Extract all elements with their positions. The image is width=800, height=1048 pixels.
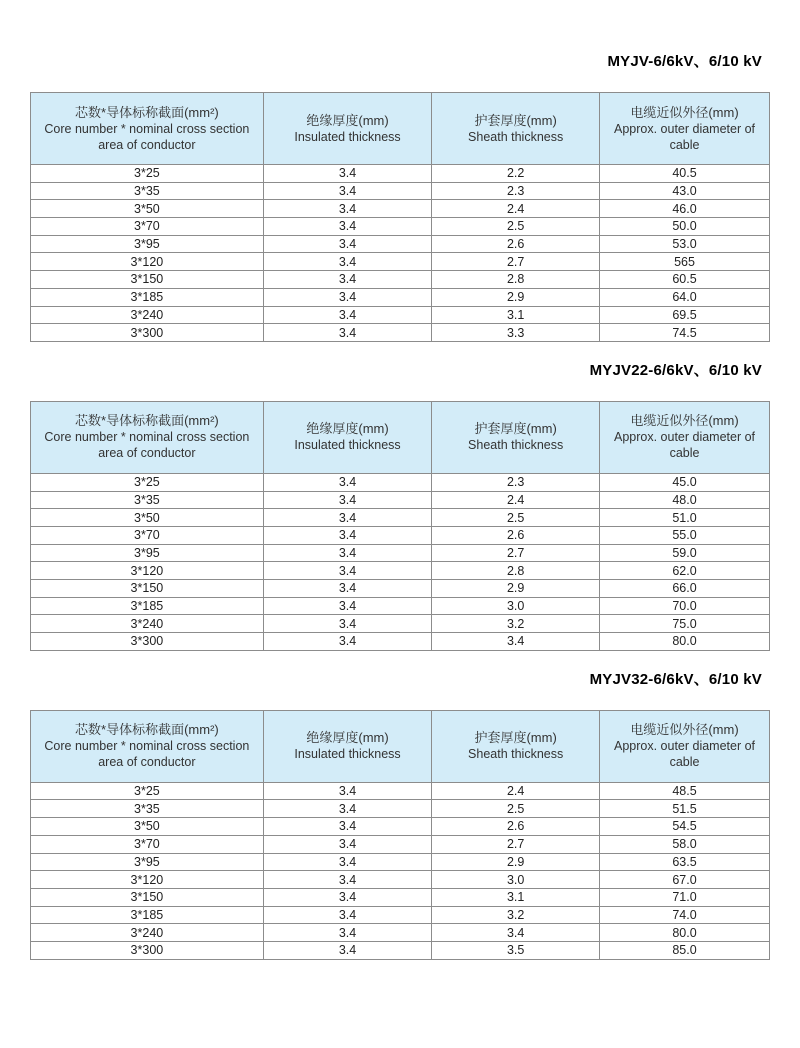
column-header-en: Approx. outer diameter of cable [613, 430, 756, 461]
column-header [263, 401, 431, 473]
table-cell: 3.4 [263, 800, 431, 818]
spec-table-myjv22 [30, 401, 770, 651]
table-cell: 3*150 [31, 580, 264, 598]
table-row [31, 509, 770, 527]
table-cell: 3*70 [31, 218, 264, 236]
table-row [31, 253, 770, 271]
table-row [31, 491, 770, 509]
table-cell: 40.5 [600, 165, 770, 183]
spec-table-myjv32 [30, 710, 770, 960]
table-row [31, 818, 770, 836]
table-cell: 3*240 [31, 306, 264, 324]
table-cell: 3.1 [432, 888, 600, 906]
table-cell: 50.0 [600, 218, 770, 236]
table-cell: 3.4 [263, 509, 431, 527]
column-header-en: Approx. outer diameter of cable [613, 739, 756, 770]
table-cell: 2.5 [432, 800, 600, 818]
table-cell: 3.4 [263, 235, 431, 253]
table-cell: 3*70 [31, 835, 264, 853]
table-cell: 3*35 [31, 491, 264, 509]
column-header-zh: 护套厚度(mm) [474, 112, 557, 128]
table-cell: 3.5 [432, 941, 600, 959]
header-row [31, 93, 770, 165]
table-cell: 2.4 [432, 200, 600, 218]
table-row [31, 324, 770, 342]
table-cell: 3*300 [31, 324, 264, 342]
table-cell: 3*95 [31, 544, 264, 562]
column-header-en: Core number * nominal cross section area of conductor [44, 430, 250, 461]
table-cell: 3*120 [31, 871, 264, 889]
table-cell: 51.0 [600, 509, 770, 527]
table-row [31, 526, 770, 544]
table-cell: 3*150 [31, 271, 264, 289]
table-cell: 3.4 [263, 288, 431, 306]
table-cell: 46.0 [600, 200, 770, 218]
column-header [263, 93, 431, 165]
column-header [432, 401, 600, 473]
table-cell: 3.4 [432, 633, 600, 651]
table-row [31, 597, 770, 615]
table-cell: 3.4 [263, 306, 431, 324]
table-cell: 3.4 [263, 200, 431, 218]
table-cell: 3.4 [263, 924, 431, 942]
table-cell: 2.9 [432, 288, 600, 306]
column-header [31, 93, 264, 165]
column-header [600, 93, 770, 165]
table-cell: 3.0 [432, 871, 600, 889]
column-header [432, 93, 600, 165]
table-cell: 74.0 [600, 906, 770, 924]
table-cell: 3*35 [31, 800, 264, 818]
table-row [31, 165, 770, 183]
column-header-zh: 芯数*导体标称截面(mm²) [75, 104, 219, 120]
table-cell: 3.4 [263, 182, 431, 200]
table-cell: 48.0 [600, 491, 770, 509]
column-header-zh: 芯数*导体标称截面(mm²) [75, 413, 219, 429]
table-cell: 3.4 [432, 924, 600, 942]
table-cell: 2.7 [432, 544, 600, 562]
table-cell: 3*35 [31, 182, 264, 200]
table-cell: 3*240 [31, 615, 264, 633]
column-header-zh: 绝缘厚度(mm) [306, 112, 389, 128]
header-row [31, 710, 770, 782]
table-cell: 67.0 [600, 871, 770, 889]
table-cell: 69.5 [600, 306, 770, 324]
table-cell: 3*25 [31, 473, 264, 491]
column-header [600, 710, 770, 782]
table-cell: 3.4 [263, 818, 431, 836]
table-cell: 51.5 [600, 800, 770, 818]
table-cell: 3*185 [31, 597, 264, 615]
table-title-myjv22: MYJV22-6/6kV、6/10 kV [589, 361, 762, 379]
column-header-en: Sheath thickness [468, 129, 564, 144]
table-cell: 85.0 [600, 941, 770, 959]
table-row [31, 544, 770, 562]
table-cell: 3*25 [31, 165, 264, 183]
table-cell: 3.4 [263, 218, 431, 236]
header-row [31, 401, 770, 473]
column-header [31, 710, 264, 782]
column-header-zh: 绝缘厚度(mm) [306, 421, 389, 437]
table-row [31, 633, 770, 651]
column-header-en: Insulated thickness [294, 747, 401, 762]
table-row [31, 853, 770, 871]
table-cell: 3*70 [31, 526, 264, 544]
table-cell: 3.4 [263, 491, 431, 509]
table-cell: 3*50 [31, 509, 264, 527]
table-cell: 3.4 [263, 562, 431, 580]
table-cell: 3.4 [263, 324, 431, 342]
table-cell: 3.4 [263, 580, 431, 598]
table-cell: 62.0 [600, 562, 770, 580]
column-header-en: Insulated thickness [294, 129, 401, 144]
table-cell: 53.0 [600, 235, 770, 253]
table-cell: 63.5 [600, 853, 770, 871]
table-cell: 2.3 [432, 182, 600, 200]
table-cell: 2.2 [432, 165, 600, 183]
table-row [31, 800, 770, 818]
table-cell: 3.4 [263, 526, 431, 544]
table-cell: 2.7 [432, 253, 600, 271]
table-cell: 3.4 [263, 544, 431, 562]
column-header-zh: 电缆近似外径(mm) [630, 722, 739, 738]
table-cell: 3.3 [432, 324, 600, 342]
table-row [31, 288, 770, 306]
table-cell: 3*120 [31, 253, 264, 271]
column-header-zh: 绝缘厚度(mm) [306, 730, 389, 746]
table-cell: 3.4 [263, 782, 431, 800]
table-row [31, 888, 770, 906]
table-row [31, 200, 770, 218]
table-cell: 3*120 [31, 562, 264, 580]
column-header-zh: 芯数*导体标称截面(mm²) [75, 722, 219, 738]
table-cell: 54.5 [600, 818, 770, 836]
table-row [31, 924, 770, 942]
table-cell: 565 [600, 253, 770, 271]
table-cell: 2.4 [432, 782, 600, 800]
table-cell: 3.4 [263, 165, 431, 183]
table-cell: 3*50 [31, 818, 264, 836]
table-cell: 71.0 [600, 888, 770, 906]
table-cell: 55.0 [600, 526, 770, 544]
table-cell: 2.6 [432, 526, 600, 544]
table-title-myjv: MYJV-6/6kV、6/10 kV [607, 53, 762, 70]
table-row [31, 782, 770, 800]
table-cell: 3.4 [263, 871, 431, 889]
table-row [31, 615, 770, 633]
column-header-en: Insulated thickness [294, 438, 401, 453]
table-cell: 74.5 [600, 324, 770, 342]
table-cell: 80.0 [600, 924, 770, 942]
table-cell: 58.0 [600, 835, 770, 853]
table-cell: 43.0 [600, 182, 770, 200]
table-title-myjv32: MYJV32-6/6kV、6/10 kV [589, 670, 762, 688]
table-row [31, 906, 770, 924]
table-cell: 70.0 [600, 597, 770, 615]
table-cell: 45.0 [600, 473, 770, 491]
column-header-zh: 护套厚度(mm) [474, 730, 557, 746]
table-row [31, 271, 770, 289]
table-cell: 3.1 [432, 306, 600, 324]
column-header-en: Approx. outer diameter of cable [613, 121, 756, 152]
table-cell: 2.3 [432, 473, 600, 491]
table-cell: 3*185 [31, 288, 264, 306]
table-cell: 80.0 [600, 633, 770, 651]
table-row [31, 235, 770, 253]
table-cell: 3.4 [263, 888, 431, 906]
table-cell: 3*300 [31, 941, 264, 959]
table-cell: 3*95 [31, 853, 264, 871]
table-cell: 3*95 [31, 235, 264, 253]
column-header-en: Core number * nominal cross section area of conductor [44, 121, 250, 152]
table-row [31, 182, 770, 200]
table-row [31, 835, 770, 853]
table-cell: 3*185 [31, 906, 264, 924]
table-cell: 3.2 [432, 906, 600, 924]
table-cell: 2.4 [432, 491, 600, 509]
table-row [31, 218, 770, 236]
table-cell: 3*150 [31, 888, 264, 906]
table-cell: 2.5 [432, 218, 600, 236]
table-cell: 3.4 [263, 941, 431, 959]
table-cell: 3.4 [263, 597, 431, 615]
table-cell: 64.0 [600, 288, 770, 306]
table-row [31, 580, 770, 598]
table-cell: 66.0 [600, 580, 770, 598]
table-cell: 3.4 [263, 473, 431, 491]
table-cell: 3.4 [263, 615, 431, 633]
table-cell: 59.0 [600, 544, 770, 562]
spec-table-myjv [30, 92, 770, 342]
table-cell: 3*50 [31, 200, 264, 218]
table-cell: 3.0 [432, 597, 600, 615]
table-row [31, 473, 770, 491]
table-row [31, 941, 770, 959]
column-header-zh: 电缆近似外径(mm) [630, 413, 739, 429]
table-row [31, 562, 770, 580]
table-cell: 2.5 [432, 509, 600, 527]
table-cell: 3*240 [31, 924, 264, 942]
table-cell: 3.4 [263, 835, 431, 853]
table-cell: 3.4 [263, 633, 431, 651]
table-cell: 2.9 [432, 580, 600, 598]
table-cell: 3.4 [263, 271, 431, 289]
table-cell: 60.5 [600, 271, 770, 289]
table-cell: 2.9 [432, 853, 600, 871]
table-cell: 2.7 [432, 835, 600, 853]
table-cell: 3.4 [263, 906, 431, 924]
table-cell: 75.0 [600, 615, 770, 633]
table-cell: 3.4 [263, 253, 431, 271]
table-cell: 48.5 [600, 782, 770, 800]
column-header [263, 710, 431, 782]
table-cell: 2.8 [432, 562, 600, 580]
table-row [31, 871, 770, 889]
column-header [600, 401, 770, 473]
table-cell: 2.8 [432, 271, 600, 289]
table-row [31, 306, 770, 324]
table-cell: 3.2 [432, 615, 600, 633]
column-header-en: Sheath thickness [468, 438, 564, 453]
table-cell: 3*25 [31, 782, 264, 800]
column-header-zh: 电缆近似外径(mm) [630, 104, 739, 120]
table-cell: 3*300 [31, 633, 264, 651]
column-header-en: Sheath thickness [468, 747, 564, 762]
column-header-en: Core number * nominal cross section area of conductor [44, 739, 250, 770]
table-cell: 3.4 [263, 853, 431, 871]
column-header-zh: 护套厚度(mm) [474, 421, 557, 437]
column-header [31, 401, 264, 473]
column-header [432, 710, 600, 782]
table-cell: 2.6 [432, 235, 600, 253]
table-cell: 2.6 [432, 818, 600, 836]
